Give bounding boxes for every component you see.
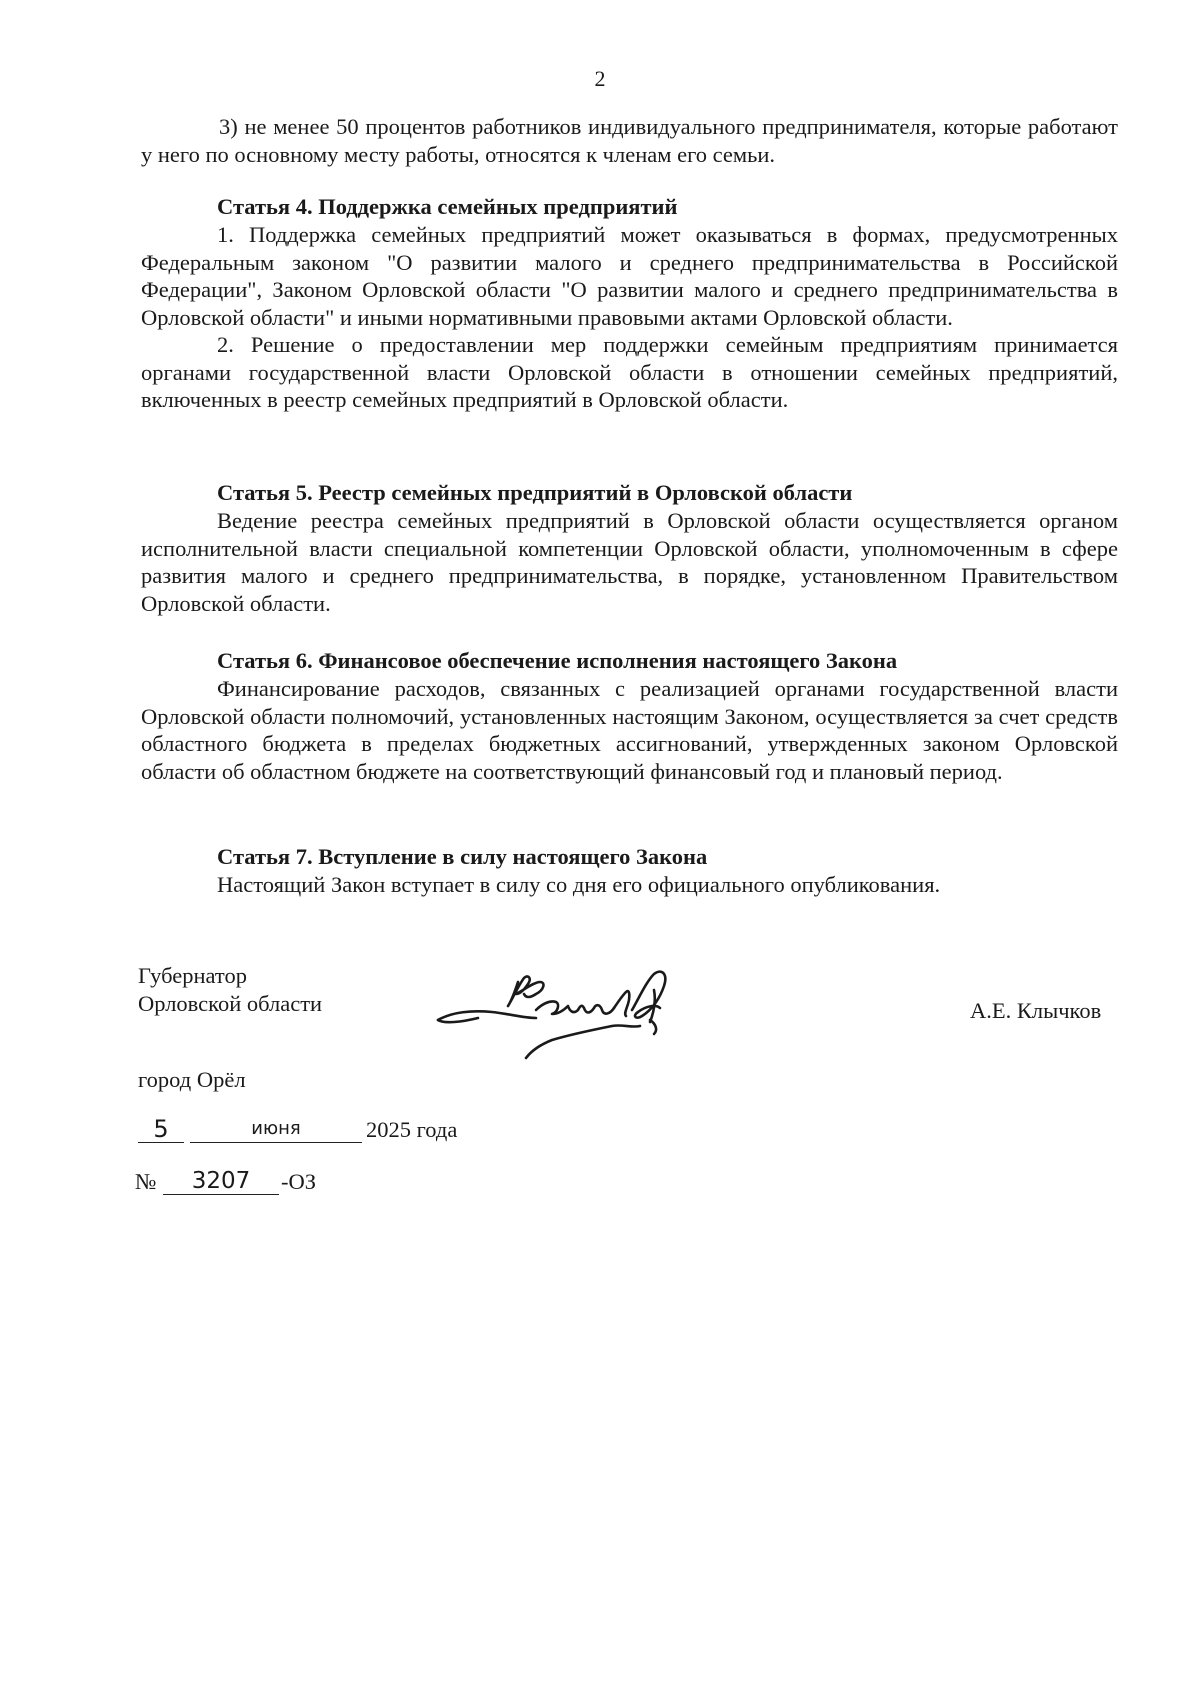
law-number bbox=[135, 1168, 435, 1200]
number-value: 3207 bbox=[163, 1168, 279, 1195]
signer-position-line-1: Губернатор bbox=[138, 963, 247, 988]
page-number: 2 bbox=[594, 66, 606, 91]
article-4-paragraph-2: 2. Решение о предоставлении мер поддержки семейным предприятиям принимается органами государственной власти Орловской области в отношении семейных предприятий, включенных в реестр семейных предприятий в Орловской области. bbox=[141, 332, 1118, 412]
handwritten-signature bbox=[432, 960, 692, 1070]
article-6 bbox=[141, 647, 1118, 785]
article-7 bbox=[141, 843, 1118, 899]
date-day: 5 bbox=[138, 1116, 184, 1143]
article-5-title: Статья 5. Реестр семейных предприятий в Орловской области bbox=[217, 480, 853, 505]
article-5 bbox=[141, 479, 1118, 617]
signer-position bbox=[138, 962, 322, 1018]
paragraph-3 bbox=[141, 113, 1118, 168]
article-6-paragraph-1: Финансирование расходов, связанных с реализацией органами государственной власти Орловской области полномочий, установленных настоящим Законом, осуществляется за счет средств областного бюджета в пределах бюджетных ассигнований, утвержденных законом Орловской области об областном бюджете на соответствующий финансовый год и плановый период. bbox=[141, 676, 1118, 784]
date-month: июня bbox=[190, 1116, 362, 1143]
article-4-title: Статья 4. Поддержка семейных предприятий bbox=[217, 194, 678, 219]
article-7-paragraph-1: Настоящий Закон вступает в силу со дня его официального опубликования. bbox=[217, 872, 941, 897]
signer-position-line-2: Орловской области bbox=[138, 991, 323, 1016]
signing-date bbox=[138, 1116, 538, 1148]
article-4-paragraph-1: 1. Поддержка семейных предприятий может оказываться в формах, предусмотренных Федеральным законом "О развитии малого и среднего предпринимательства в Российской Федерации", Законом Орловской области "О развитии малого и среднего предпринимательства в Орловской области" и иными нормативными правовыми актами Орловской области. bbox=[141, 222, 1118, 330]
signer-name: А.Е. Клычков bbox=[970, 998, 1102, 1023]
city: город Орёл bbox=[138, 1067, 246, 1092]
date-year: 2025 года bbox=[366, 1117, 458, 1142]
number-sign: № bbox=[135, 1169, 157, 1194]
article-6-title: Статья 6. Финансовое обеспечение исполнения настоящего Закона bbox=[217, 648, 898, 673]
article-5-paragraph-1: Ведение реестра семейных предприятий в Орловской области осуществляется органом исполнительной власти специальной компетенции Орловской области, уполномоченным в сфере развития малого и среднего предпринимательства, в порядке, установленном Правительством Орловской области. bbox=[141, 508, 1118, 616]
article-7-title: Статья 7. Вступление в силу настоящего Закона bbox=[217, 844, 708, 869]
paragraph-3-text: 3) не менее 50 процентов работников индивидуального предпринимателя, которые работают у него по основному месту работы, относятся к членам его семьи. bbox=[141, 114, 1118, 167]
number-suffix: -ОЗ bbox=[281, 1169, 317, 1194]
article-4 bbox=[141, 193, 1118, 414]
